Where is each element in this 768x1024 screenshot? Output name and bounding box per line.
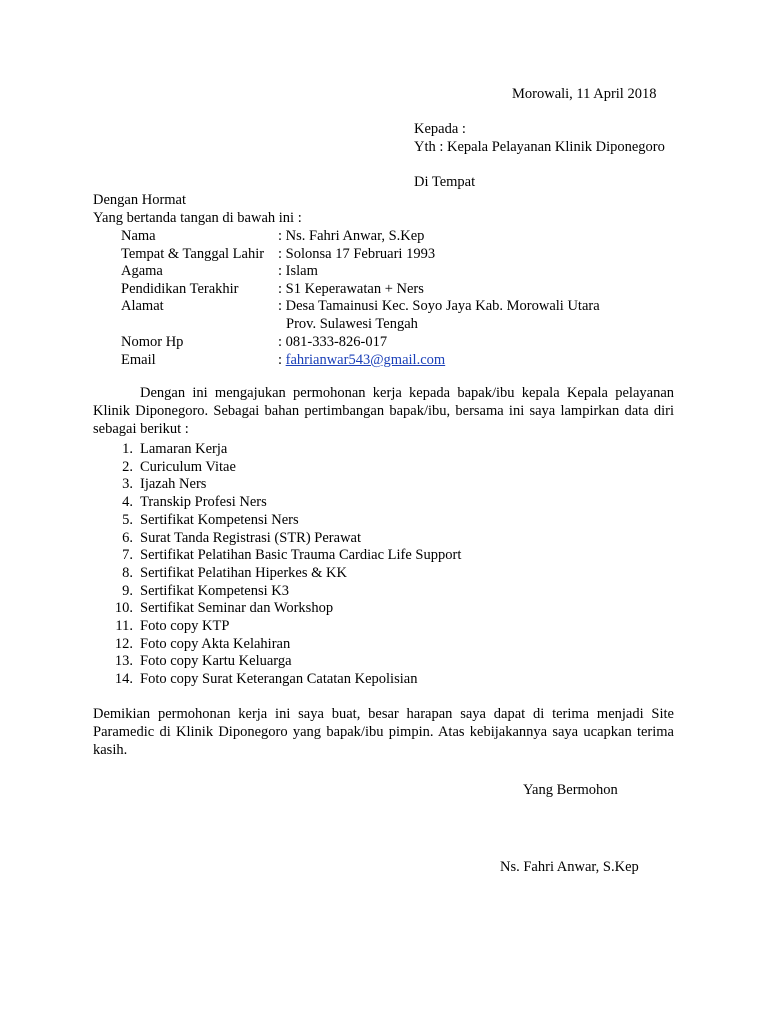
list-item-text: Sertifikat Kompetensi Ners bbox=[140, 511, 299, 528]
body-paragraph: Dengan ini mengajukan permohonan kerja kepada bapak/ibu kepala Kepala pelayanan Klinik Diponegoro. Sebagai bahan pertimbangan bapak/ibu, bersama ini saya lampirkan data diri sebagai berikut : bbox=[93, 385, 674, 437]
list-item-number: 11. bbox=[115, 618, 133, 634]
list-item-text: Transkip Profesi Ners bbox=[140, 494, 267, 511]
list-item-text: Lamaran Kerja bbox=[140, 441, 228, 457]
field-label: Tempat & Tanggal Lahir bbox=[121, 246, 265, 262]
list-item-text: Foto copy Kartu Keluarga bbox=[140, 653, 292, 670]
field-label: Agama bbox=[121, 263, 163, 279]
closing-paragraph: Demikian permohonan kerja ini saya buat, besar harapan saya dapat di terima menjadi Site Paramedic di Klinik Diponegoro yang bapak/ibu pimpin. Atas kebijakannya saya ucapkan terima kasih. bbox=[93, 706, 674, 758]
recipient-line: Yth : Kepala Pelayanan Klinik Diponegoro bbox=[414, 139, 665, 155]
intro-line: Yang bertanda tangan di bawah ini : bbox=[93, 210, 302, 226]
email-link[interactable]: fahrianwar543@gmail.com bbox=[285, 352, 446, 368]
signature-greeting: Yang Bermohon bbox=[523, 782, 618, 798]
field-value: : Desa Tamainusi Kec. Soyo Jaya Kab. Morowali Utara bbox=[278, 298, 600, 314]
field-value: : 081-333-826-017 bbox=[278, 334, 388, 350]
list-item-number: 4. bbox=[122, 494, 133, 511]
field-value: : Islam bbox=[278, 263, 318, 279]
list-item-number: 5. bbox=[122, 511, 133, 528]
list-item-text: Foto copy KTP bbox=[140, 618, 230, 634]
list-item-number: 1. bbox=[122, 441, 133, 457]
field-label: Nomor Hp bbox=[121, 334, 184, 350]
email-colon: : bbox=[278, 352, 286, 368]
letter-date: Morowali, 11 April 2018 bbox=[512, 86, 657, 102]
list-item-number: 9. bbox=[122, 582, 133, 599]
list-item-text: Sertifikat Kompetensi K3 bbox=[140, 582, 290, 599]
list-item-text: Sertifikat Seminar dan Workshop bbox=[140, 600, 334, 617]
list-item-text: Curiculum Vitae bbox=[140, 458, 236, 475]
signature-name: Ns. Fahri Anwar, S.Kep bbox=[500, 859, 639, 875]
list-item-number: 10. bbox=[114, 600, 133, 617]
recipient-heading: Kepada : bbox=[414, 121, 466, 137]
field-label: Pendidikan Terakhir bbox=[121, 281, 239, 297]
list-item-text: Sertifikat Pelatihan Basic Trauma Cardiac Life Support bbox=[140, 547, 462, 564]
list-item-number: 3. bbox=[122, 476, 133, 493]
field-label: Alamat bbox=[121, 298, 164, 314]
field-value bbox=[278, 352, 445, 370]
list-item-number: 12. bbox=[114, 635, 133, 652]
field-value: : Solonsa 17 Februari 1993 bbox=[278, 246, 436, 262]
field-label: Email bbox=[121, 352, 156, 368]
field-value: : Ns. Fahri Anwar, S.Kep bbox=[278, 228, 425, 244]
list-item-number: 13. bbox=[114, 653, 133, 670]
list-item-number: 6. bbox=[122, 529, 133, 546]
salutation: Dengan Hormat bbox=[93, 192, 187, 208]
list-item-text: Ijazah Ners bbox=[140, 476, 207, 493]
recipient-place: Di Tempat bbox=[414, 174, 476, 190]
list-item-text: Sertifikat Pelatihan Hiperkes & KK bbox=[140, 564, 347, 581]
field-value: : S1 Keperawatan + Ners bbox=[278, 281, 424, 297]
list-item-number: 14. bbox=[114, 671, 133, 688]
list-item-text: Foto copy Surat Keterangan Catatan Kepolisian bbox=[140, 671, 418, 688]
list-item-number: 2. bbox=[122, 458, 133, 475]
field-value: Prov. Sulawesi Tengah bbox=[286, 316, 418, 332]
list-item-text: Surat Tanda Registrasi (STR) Perawat bbox=[140, 529, 362, 546]
field-label: Nama bbox=[121, 228, 156, 244]
list-item-number: 7. bbox=[122, 547, 133, 564]
list-item-number: 8. bbox=[122, 564, 133, 581]
list-item-text: Foto copy Akta Kelahiran bbox=[140, 635, 291, 652]
